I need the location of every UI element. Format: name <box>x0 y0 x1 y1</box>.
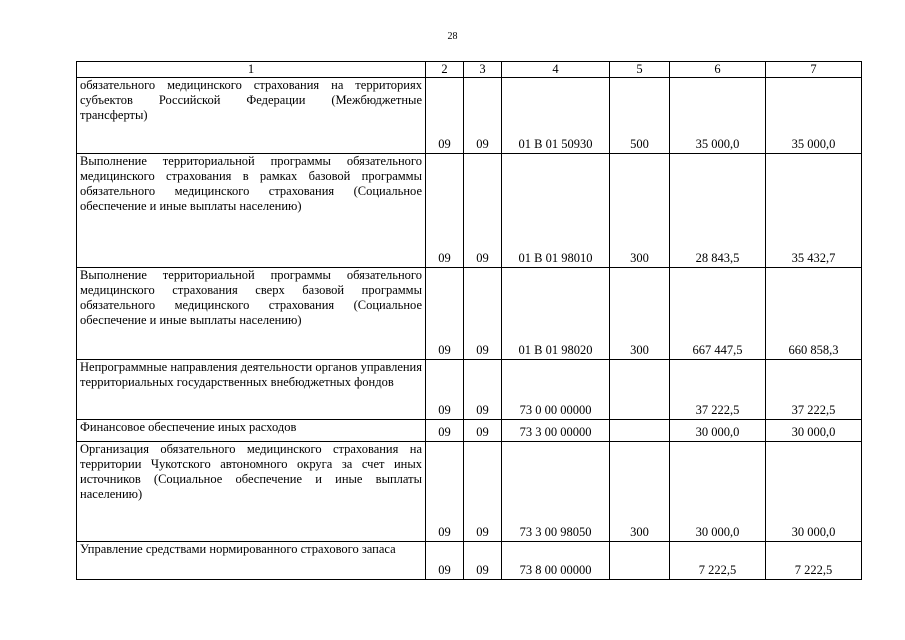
row-target-code: 73 3 00 98050 <box>502 442 610 542</box>
row-subsection: 09 <box>464 420 502 442</box>
header-col-1: 1 <box>77 62 426 78</box>
row-target-code: 73 8 00 00000 <box>502 542 610 580</box>
row-sum-2: 37 222,5 <box>766 360 862 420</box>
row-sum-2: 35 000,0 <box>766 78 862 154</box>
row-expense-type: 300 <box>610 268 670 360</box>
row-sum-1: 28 843,5 <box>670 154 766 268</box>
table-row <box>77 542 862 580</box>
row-section: 09 <box>426 268 464 360</box>
row-sum-2: 7 222,5 <box>766 542 862 580</box>
row-name: Выполнение территориальной программы обязательного медицинского страхования в рамках базовой программы обязательного медицинского страхования (Социальное обеспечение и иные выплаты населению) <box>77 154 426 268</box>
row-expense-type: 300 <box>610 442 670 542</box>
row-section: 09 <box>426 420 464 442</box>
row-sum-1: 7 222,5 <box>670 542 766 580</box>
row-target-code: 01 В 01 98010 <box>502 154 610 268</box>
row-section: 09 <box>426 78 464 154</box>
row-sum-1: 667 447,5 <box>670 268 766 360</box>
budget-table <box>76 61 862 580</box>
table-row <box>77 268 862 360</box>
row-section: 09 <box>426 154 464 268</box>
row-target-code: 01 В 01 98020 <box>502 268 610 360</box>
row-name: Непрограммные направления деятельности органов управления территориальных государственных внебюджетных фондов <box>77 360 426 420</box>
row-subsection: 09 <box>464 542 502 580</box>
page-number: 28 <box>447 31 458 42</box>
row-expense-type <box>610 360 670 420</box>
header-col-2: 2 <box>426 62 464 78</box>
row-subsection: 09 <box>464 360 502 420</box>
header-col-4: 4 <box>502 62 610 78</box>
table-row <box>77 154 862 268</box>
row-target-code: 73 0 00 00000 <box>502 360 610 420</box>
table-row <box>77 442 862 542</box>
row-sum-1: 35 000,0 <box>670 78 766 154</box>
row-sum-2: 35 432,7 <box>766 154 862 268</box>
row-expense-type <box>610 542 670 580</box>
row-section: 09 <box>426 360 464 420</box>
row-sum-2: 660 858,3 <box>766 268 862 360</box>
header-row <box>77 62 862 78</box>
row-target-code: 01 В 01 50930 <box>502 78 610 154</box>
table-row <box>77 420 862 442</box>
row-subsection: 09 <box>464 78 502 154</box>
row-sum-2: 30 000,0 <box>766 420 862 442</box>
table-row <box>77 360 862 420</box>
row-sum-1: 30 000,0 <box>670 442 766 542</box>
header-col-5: 5 <box>610 62 670 78</box>
header-col-6: 6 <box>670 62 766 78</box>
row-section: 09 <box>426 542 464 580</box>
row-expense-type <box>610 420 670 442</box>
header-col-7: 7 <box>766 62 862 78</box>
row-subsection: 09 <box>464 154 502 268</box>
header-col-3: 3 <box>464 62 502 78</box>
row-name: Управление средствами нормированного страхового запаса <box>77 542 426 580</box>
row-name: обязательного медицинского страхования на территориях субъектов Российской Федерации (Межбюджетные трансферты) <box>77 78 426 154</box>
row-expense-type: 300 <box>610 154 670 268</box>
row-sum-1: 30 000,0 <box>670 420 766 442</box>
row-name: Выполнение территориальной программы обязательного медицинского страхования сверх базовой программы обязательного медицинского страхования (Социальное обеспечение и иные выплаты населению) <box>77 268 426 360</box>
table-row <box>77 78 862 154</box>
row-target-code: 73 3 00 00000 <box>502 420 610 442</box>
row-section: 09 <box>426 442 464 542</box>
row-subsection: 09 <box>464 268 502 360</box>
row-expense-type: 500 <box>610 78 670 154</box>
row-subsection: 09 <box>464 442 502 542</box>
row-name: Финансовое обеспечение иных расходов <box>77 420 426 442</box>
row-sum-2: 30 000,0 <box>766 442 862 542</box>
row-sum-1: 37 222,5 <box>670 360 766 420</box>
row-name: Организация обязательного медицинского страхования на территории Чукотского автономного округа за счет иных источников (Социальное обеспечение и иные выплаты населению) <box>77 442 426 542</box>
